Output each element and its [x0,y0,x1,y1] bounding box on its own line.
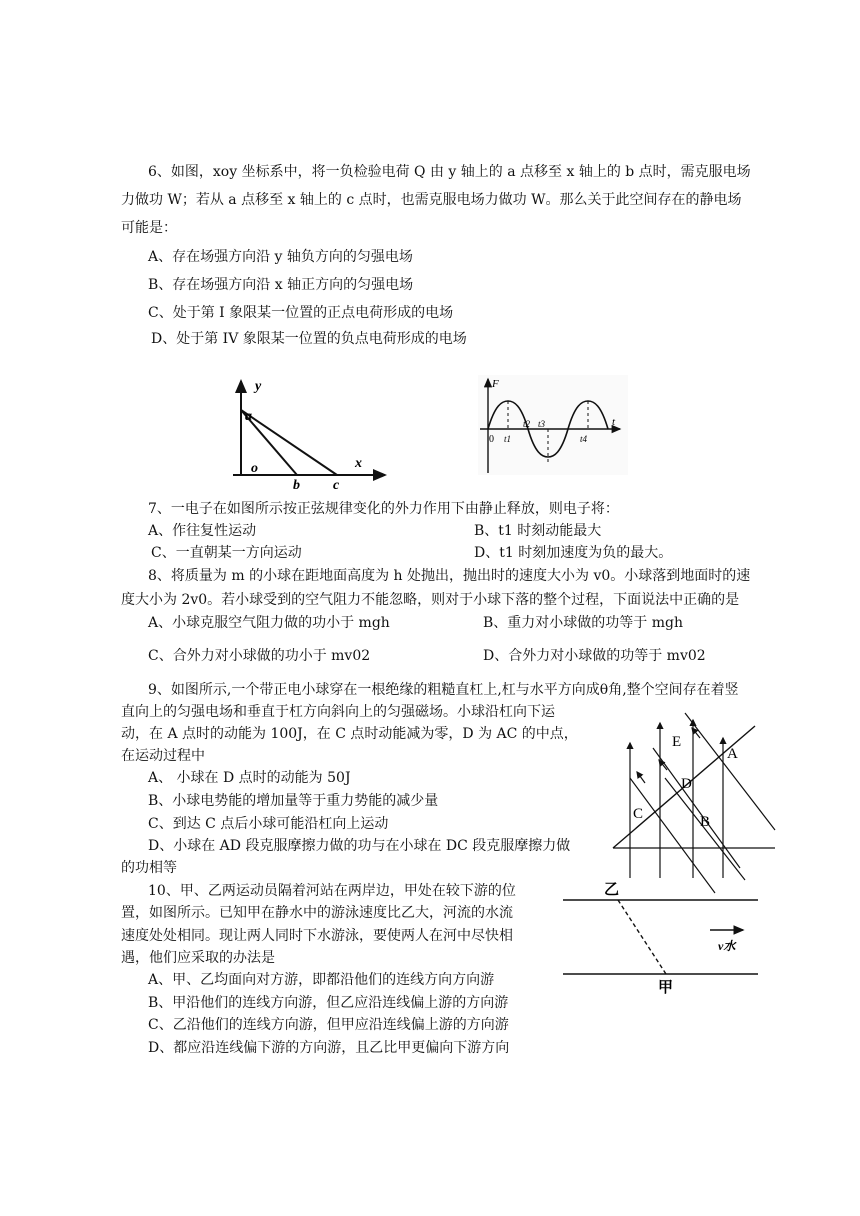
q9-option-a: A、 小球在 D 点时的动能为 50J [148,770,351,786]
q10-option-d: D、都应沿连线偏下游的方向游，且乙比甲更偏向下游方向 [148,1040,510,1056]
q7-option-c: C、一直朝某一方向运动 [151,545,302,561]
q6-label-b: b [293,478,300,493]
q7-label-t3: t3 [538,419,546,429]
q9-option-d-tail: 的功相等 [121,860,177,876]
q9-option-b: B、小球电势能的增加量等于重力势能的减少量 [148,793,439,809]
q6-stem-line-2: 力做功 W；若从 a 点移至 x 轴上的 c 点时，也需克服电场力做功 W。那么关于此空间存在的静电场 [121,192,742,208]
q6-stem-line-3: 可能是： [121,220,177,236]
q6-option-b: B、存在场强方向沿 x 轴正方向的匀强电场 [148,277,414,293]
q9-option-d: D、小球在 AD 段克服摩擦力做的功与在小球在 DC 段克服摩擦力做 [148,838,571,854]
q10-stem-line-4: 遇，他们应采取的办法是 [121,950,275,966]
q10-stem-line-3: 速度处处相同。现让两人同时下水游泳，要使两人在河中尽快相 [121,928,513,944]
q7-stem: 7、一电子在如图所示按正弦规律变化的外力作用下由静止释放，则电子将： [148,501,619,517]
q6-option-c: C、处于第 I 象限某一位置的正点电荷形成的电场 [148,305,454,321]
q8-option-b: B、重力对小球做的功等于 mgh [483,615,683,631]
q9-stem-line-1: 9、如图所示,一个带正电小球穿在一根绝缘的粗糙直杠上,杠与水平方向成θ角,整个空间存在着竖 [148,682,739,698]
q9-label-d: D [681,776,692,792]
q9-stem-line-2: 直向上的匀强电场和垂直于杠方向斜向上的匀强磁场。小球沿杠向下运 [121,704,555,720]
q6-option-d: D、处于第 IV 象限某一位置的负点电荷形成的电场 [151,331,467,347]
q9-label-e: E [672,734,682,750]
q9-rod-field-figure [605,708,780,888]
q10-stem-line-2: 置，如图所示。已知甲在静水中的游泳速度比乙大，河流的水流 [121,905,513,921]
q8-option-c: C、合外力对小球做的功小于 mv02 [148,648,371,664]
q9-label-c: C [633,806,644,822]
q7-label-origin: 0 [489,434,494,445]
q10-option-c: C、乙沿他们的连线方向游，但甲应沿连线偏上游的方向游 [148,1017,509,1033]
q7-option-a: A、作往复性运动 [148,523,257,539]
q7-label-f: F [492,378,499,390]
q7-label-t1: t1 [504,434,512,444]
q7-force-graph [478,375,628,475]
q6-label-c: c [333,478,340,493]
q7-label-t4: t4 [580,434,588,444]
q7-label-t: t [612,416,616,428]
q10-stem-line-1: 10、甲、乙两运动员隔着河站在两岸边，甲处在较下游的位 [148,883,516,899]
q9-label-b: B [700,814,711,830]
q10-option-a: A、甲、乙均面向对方游，即都沿他们的连线方向方向游 [148,972,495,988]
q10-label-velocity: v水 [718,939,736,953]
q6-label-a: a [245,409,252,424]
q9-stem-line-4: 在运动过程中 [121,748,205,764]
q10-option-b: B、甲沿他们的连线方向游，但乙应沿连线偏上游的方向游 [148,995,509,1011]
q8-option-d: D、合外力对小球做的功等于 mv02 [483,648,706,664]
q8-stem-line-2: 度大小为 2v0。若小球受到的空气阻力不能忽略，则对于小球下落的整个过程，下面说法中正确的是 [121,592,740,608]
q9-option-c: C、到达 C 点后小球可能沿杠向上运动 [148,816,389,832]
q10-label-yi: 乙 [604,882,620,898]
q10-label-jia: 甲 [658,980,674,996]
q8-stem-line-1: 8、将质量为 m 的小球在距地面高度为 h 处抛出，抛出时的速度大小为 v0。小球落到地面时的速 [148,568,751,584]
q6-label-y: y [255,379,262,394]
q8-option-a: A、小球克服空气阻力做的功小于 mgh [148,615,390,631]
q7-option-b: B、t1 时刻动能最大 [474,523,602,539]
q6-option-a: A、存在场强方向沿 y 轴负方向的匀强电场 [148,249,413,265]
q9-stem-line-3: 动，在 A 点时的动能为 100J，在 C 点时动能减为零，D 为 AC 的中点， [121,726,578,742]
q7-option-d: D、t1 时刻加速度为负的最大。 [474,545,673,561]
q6-label-o: o [251,461,258,476]
q6-coordinate-figure [225,375,395,493]
q6-stem-line-1: 6、如图，xoy 坐标系中，将一负检验电荷 Q 由 y 轴上的 a 点移至 x 轴上的 b 点时，需克服电场 [148,164,751,180]
q6-label-x: x [355,456,362,471]
q7-label-t2: t2 [523,419,531,429]
q10-river-figure [558,878,763,998]
q9-label-a: A [727,746,738,762]
